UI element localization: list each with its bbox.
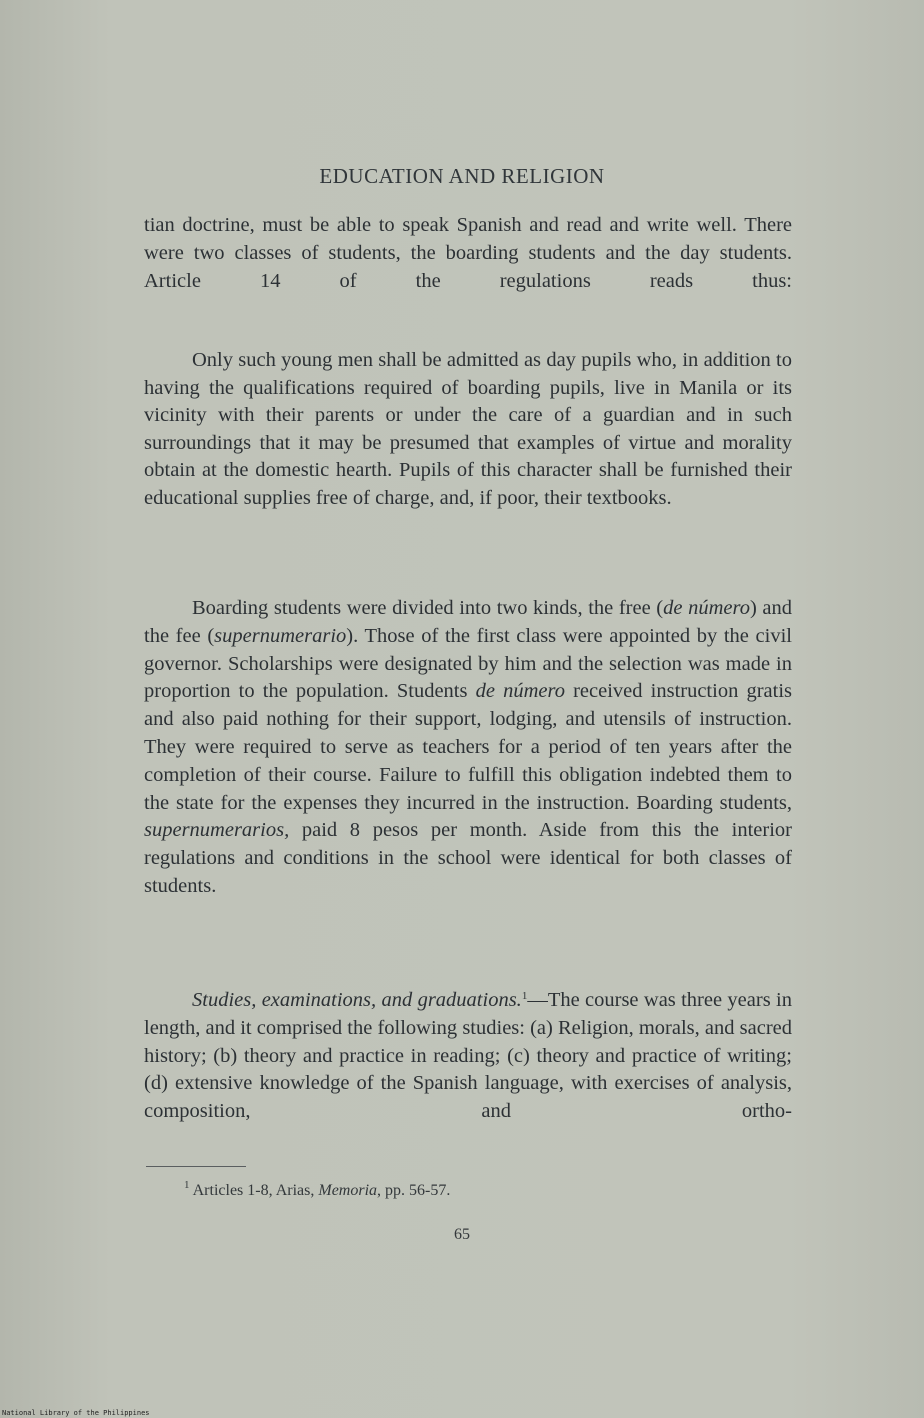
italic-term: supernumerarios,: [144, 819, 290, 842]
footnote-marker: 1: [184, 1179, 190, 1191]
paragraph-studies: [144, 987, 792, 1126]
paragraph-text: —The course was three years in length, and it comprised the following studies: (a) Religion, morals, and sacred history; (b) theory and practice in reading; (c) theory and practice of writing; (d) extensive knowledge of the Spanish language, with exercises of analysis, composition, and ortho-: [144, 989, 792, 1123]
footnote-reference[interactable]: 1: [521, 990, 528, 1002]
running-header: EDUCATION AND RELIGION: [319, 164, 605, 188]
italic-term: supernumerario: [214, 624, 347, 647]
footnote-text: , pp. 56-57.: [377, 1182, 451, 1199]
paragraph-boarding-students: [144, 595, 792, 901]
italic-term: de número: [663, 597, 750, 619]
paragraph-text: ). Those of the first class were appointed by the civil governor. Scholarships were designated by him and the selection was made in proportion to the population. Students: [144, 624, 792, 703]
footnote: [184, 1180, 450, 1202]
page-number: 65: [454, 1226, 470, 1243]
quote-text: Only such young men shall be admitted as day pupils who, in addition to having the qualifications required of boarding pupils, live in Manila or its vicinity with their parents or under the care of a guardian and in such surroundings that it may be presumed that examples of virtue and morality obtain at the domestic hearth. Pupils of this character shall be furnished their educational supplies free of charge, and, if poor, their textbooks.: [144, 349, 792, 509]
footnote-italic-title: Memoria: [318, 1182, 378, 1199]
paragraph-text: received instruction gratis and also paid nothing for their support, lodging, and utensils of instruction. They were required to serve as teachers for a period of ten years after the completion of their course. Failure to fulfill this obligation indebted them to the state for the expenses they incurred in the instruction. Boarding students,: [144, 680, 792, 814]
paragraph-text: tian doctrine, must be able to speak Spanish and read and write well. There were two classes of students, the boarding students and the day students. Article 14 of the regulations reads thus:: [144, 214, 792, 292]
paragraph-text: paid 8 pesos per month. Aside from this the interior regulations and conditions in the school were identical for both classes of students.: [144, 819, 792, 897]
footnote-divider: [146, 1166, 246, 1167]
block-quote: [144, 347, 792, 513]
paragraph-text: Boarding students were divided into two kinds, the free (: [192, 597, 664, 619]
paragraph-text: ) and the fee (: [144, 597, 792, 647]
italic-term: de número: [475, 680, 565, 703]
paragraph-continuation: [144, 212, 792, 295]
library-credit: National Library of the Philippines: [2, 1409, 150, 1417]
section-run-in-heading: Studies, examinations, and graduations.: [192, 989, 522, 1011]
footnote-text: Articles 1-8, Arias,: [189, 1182, 319, 1199]
